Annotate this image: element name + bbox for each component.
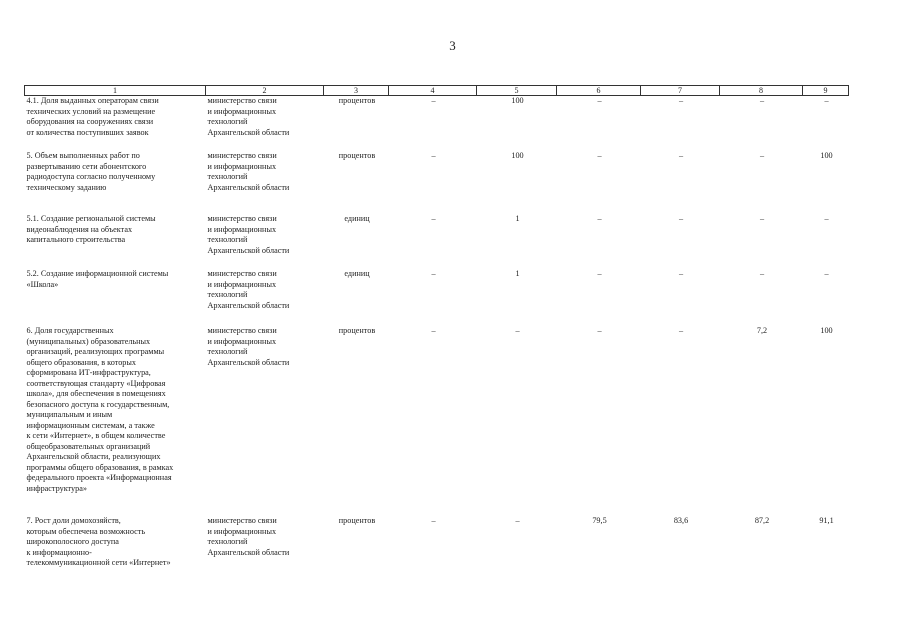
column-header: 6 <box>557 86 641 96</box>
value-col8: 7,2 <box>756 326 768 335</box>
value-col5: 100 <box>511 96 524 105</box>
table-row <box>25 96 849 152</box>
value-col9: 91,1 <box>819 516 834 525</box>
value-col5: 1 <box>515 269 520 278</box>
value-col9: 100 <box>820 326 833 335</box>
table-row <box>25 269 849 326</box>
column-header: 4 <box>389 86 477 96</box>
value-col8: – <box>759 96 765 105</box>
column-number-header-row <box>25 86 849 96</box>
indicator-name: 4.1. Доля выданных операторам связи технических условий на размещение оборудования на сооружениях связи от количества поступивших заявок <box>26 96 159 137</box>
unit: процентов <box>338 96 376 105</box>
indicator-name: 5. Объем выполненных работ по развертыванию сети абонентского радиодоступа согласно полученному техническому заданию <box>26 151 156 192</box>
indicator-name: 6. Доля государственных (муниципальных) образовательных организаций, реализующих программы общего образования, в которых сформирована ИТ-инфраструктура, соответствующая стандарту «Цифровая школа», для обеспечения в помещениях безопасного доступа к государственным, муниципальным и иным информационным системам, а также к сети «Интернет», в общем количестве общеобразовательных организаций Архангельской области, реализующих программы общего образования, в рамках федерального проекта «Информационная инфраструктура» <box>26 326 174 493</box>
value-col4: – <box>431 516 436 525</box>
indicator-name: 5.2. Создание информационной системы «Школа» <box>26 269 169 289</box>
value-col8: – <box>759 269 765 278</box>
column-header: 1 <box>25 86 206 96</box>
value-col9: – <box>824 269 829 278</box>
page-number: 3 <box>449 38 456 53</box>
indicator-name: 5.1. Создание региональной системы видеонаблюдения на объектах капитального строительства <box>26 214 156 244</box>
indicators-table <box>24 85 849 576</box>
value-col6: – <box>597 326 602 335</box>
unit: процентов <box>338 326 376 335</box>
value-col7: – <box>678 151 684 160</box>
value-col9: – <box>824 214 829 223</box>
value-col7: – <box>678 96 684 105</box>
executor: министерство связи и информационных технологий Архангельской области <box>207 96 290 137</box>
value-col5: – <box>515 516 520 525</box>
value-col6: – <box>597 151 602 160</box>
value-col4: – <box>431 96 436 105</box>
table-row <box>25 326 849 516</box>
unit: процентов <box>338 151 376 160</box>
executor: министерство связи и информационных технологий Архангельской области <box>207 326 290 367</box>
value-col7: – <box>678 326 684 335</box>
column-header: 2 <box>206 86 324 96</box>
executor: министерство связи и информационных технологий Архангельской области <box>207 151 290 192</box>
value-col7: – <box>678 214 684 223</box>
table-row <box>25 214 849 269</box>
value-col8: – <box>759 151 765 160</box>
unit: процентов <box>338 516 376 525</box>
value-col6: 79,5 <box>592 516 607 525</box>
value-col8: 87,2 <box>754 516 770 525</box>
column-header: 3 <box>324 86 389 96</box>
value-col9: – <box>824 96 829 105</box>
value-col7: – <box>678 269 684 278</box>
value-col4: – <box>431 151 436 160</box>
column-header: 8 <box>720 86 803 96</box>
value-col4: – <box>431 214 436 223</box>
value-col4: – <box>431 326 436 335</box>
column-header: 5 <box>477 86 557 96</box>
unit: единиц <box>344 269 370 278</box>
column-header: 7 <box>641 86 720 96</box>
unit: единиц <box>344 214 370 223</box>
value-col6: – <box>597 214 602 223</box>
value-col5: – <box>515 326 520 335</box>
indicator-name: 7. Рост доли домохозяйств, которым обеспечена возможность широкополосного доступа к информационно- телекоммуникационной сети «Интернет» <box>26 516 171 567</box>
value-col6: – <box>597 96 602 105</box>
value-col4: – <box>431 269 436 278</box>
table-row <box>25 516 849 576</box>
table-row <box>25 151 849 214</box>
value-col6: – <box>597 269 602 278</box>
executor: министерство связи и информационных технологий Архангельской области <box>207 516 290 557</box>
column-header: 9 <box>803 86 849 96</box>
executor: министерство связи и информационных технологий Архангельской области <box>207 269 290 310</box>
value-col9: 100 <box>820 151 833 160</box>
value-col5: 1 <box>515 214 520 223</box>
value-col5: 100 <box>511 151 524 160</box>
executor: министерство связи и информационных технологий Архангельской области <box>207 214 290 255</box>
value-col7: 83,6 <box>673 516 689 525</box>
value-col8: – <box>759 214 765 223</box>
